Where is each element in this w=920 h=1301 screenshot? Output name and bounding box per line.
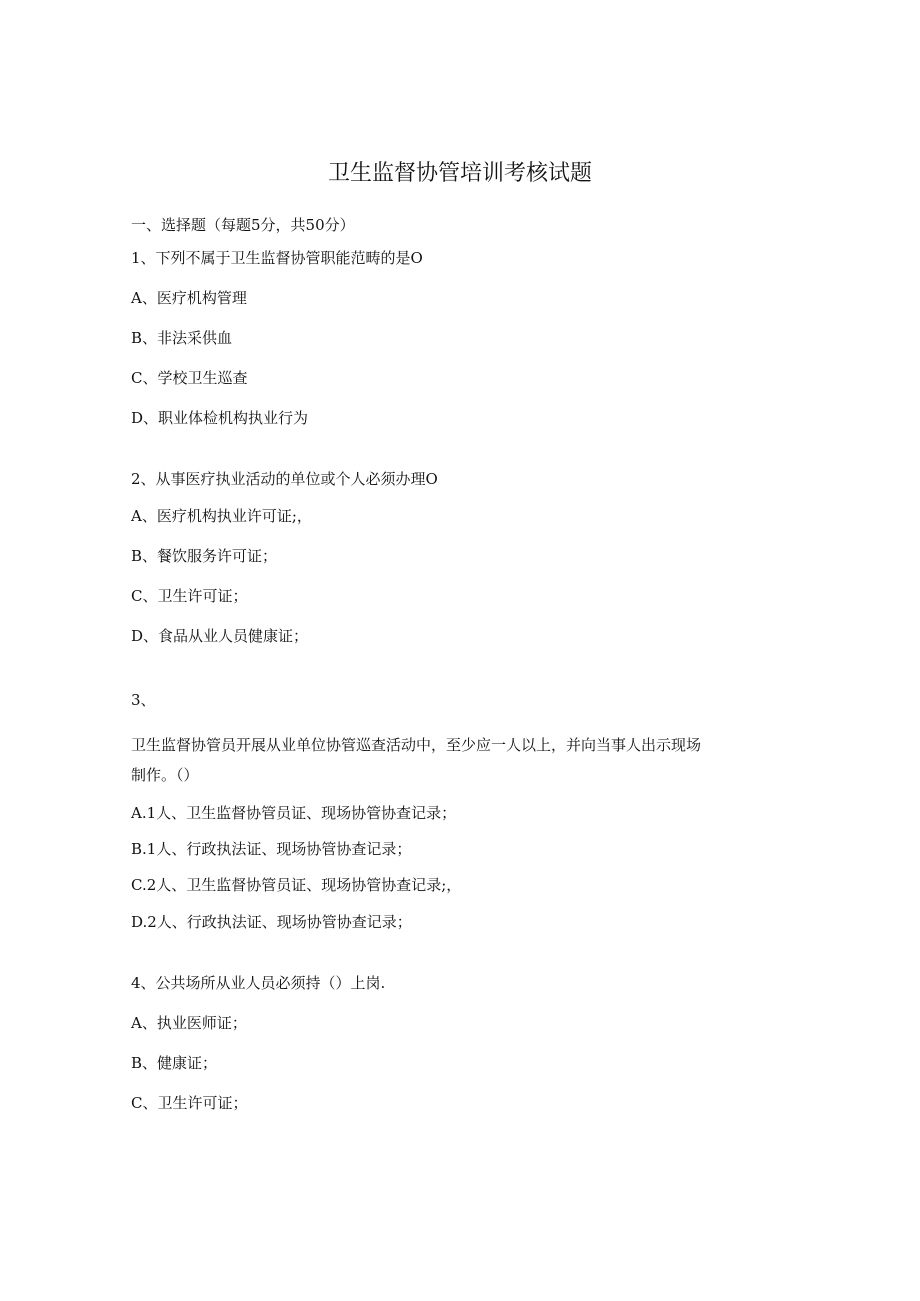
q2-option-a: A、医疗机构执业许可证;， (131, 507, 312, 525)
question-3-stem-line2: 制作。（） (131, 766, 199, 784)
question-3-stem-line1: 卫生监督协管员开展从业单位协管巡查活动中，至少应一人以上，并向当事人出示现场 (131, 736, 702, 754)
q2-option-d: D、食品从业人员健康证； (131, 627, 309, 645)
q1-option-b: B、非法采供血 (131, 329, 233, 347)
question-4-stem: 4、公共场所从业人员必须持（）上岗. (131, 974, 386, 992)
q1-option-a: A、医疗机构管理 (131, 289, 247, 307)
q2-option-c: C、卫生许可证； (131, 587, 248, 605)
q3-option-d: D.2人、行政执法证、现场协管协查记录； (131, 913, 412, 931)
question-1-stem: 1、下列不属于卫生监督协管职能范畴的是O (131, 249, 423, 267)
q2-option-b: B、餐饮服务许可证； (131, 547, 278, 565)
q4-option-a: A、执业医师证； (131, 1014, 247, 1032)
question-2-stem: 2、从事医疗执业活动的单位或个人必须办理O (131, 470, 438, 488)
q1-option-d: D、职业体检机构执业行为 (131, 409, 309, 427)
q3-option-c: C.2人、卫生监督协管员证、现场协管协查记录;， (131, 876, 462, 894)
document-title: 卫生监督协管培训考核试题 (327, 161, 592, 186)
q1-option-c: C、学校卫生巡查 (131, 369, 248, 387)
q4-option-c: C、卫生许可证； (131, 1094, 248, 1112)
question-3-number: 3、 (131, 691, 156, 709)
q3-option-a: A.1人、卫生监督协管员证、现场协管协查记录； (131, 804, 457, 822)
section-heading: 一、选择题（每题5分，共50分） (131, 216, 355, 234)
q3-option-b: B.1人、行政执法证、现场协管协查记录； (131, 840, 412, 858)
q4-option-b: B、健康证； (131, 1054, 218, 1072)
